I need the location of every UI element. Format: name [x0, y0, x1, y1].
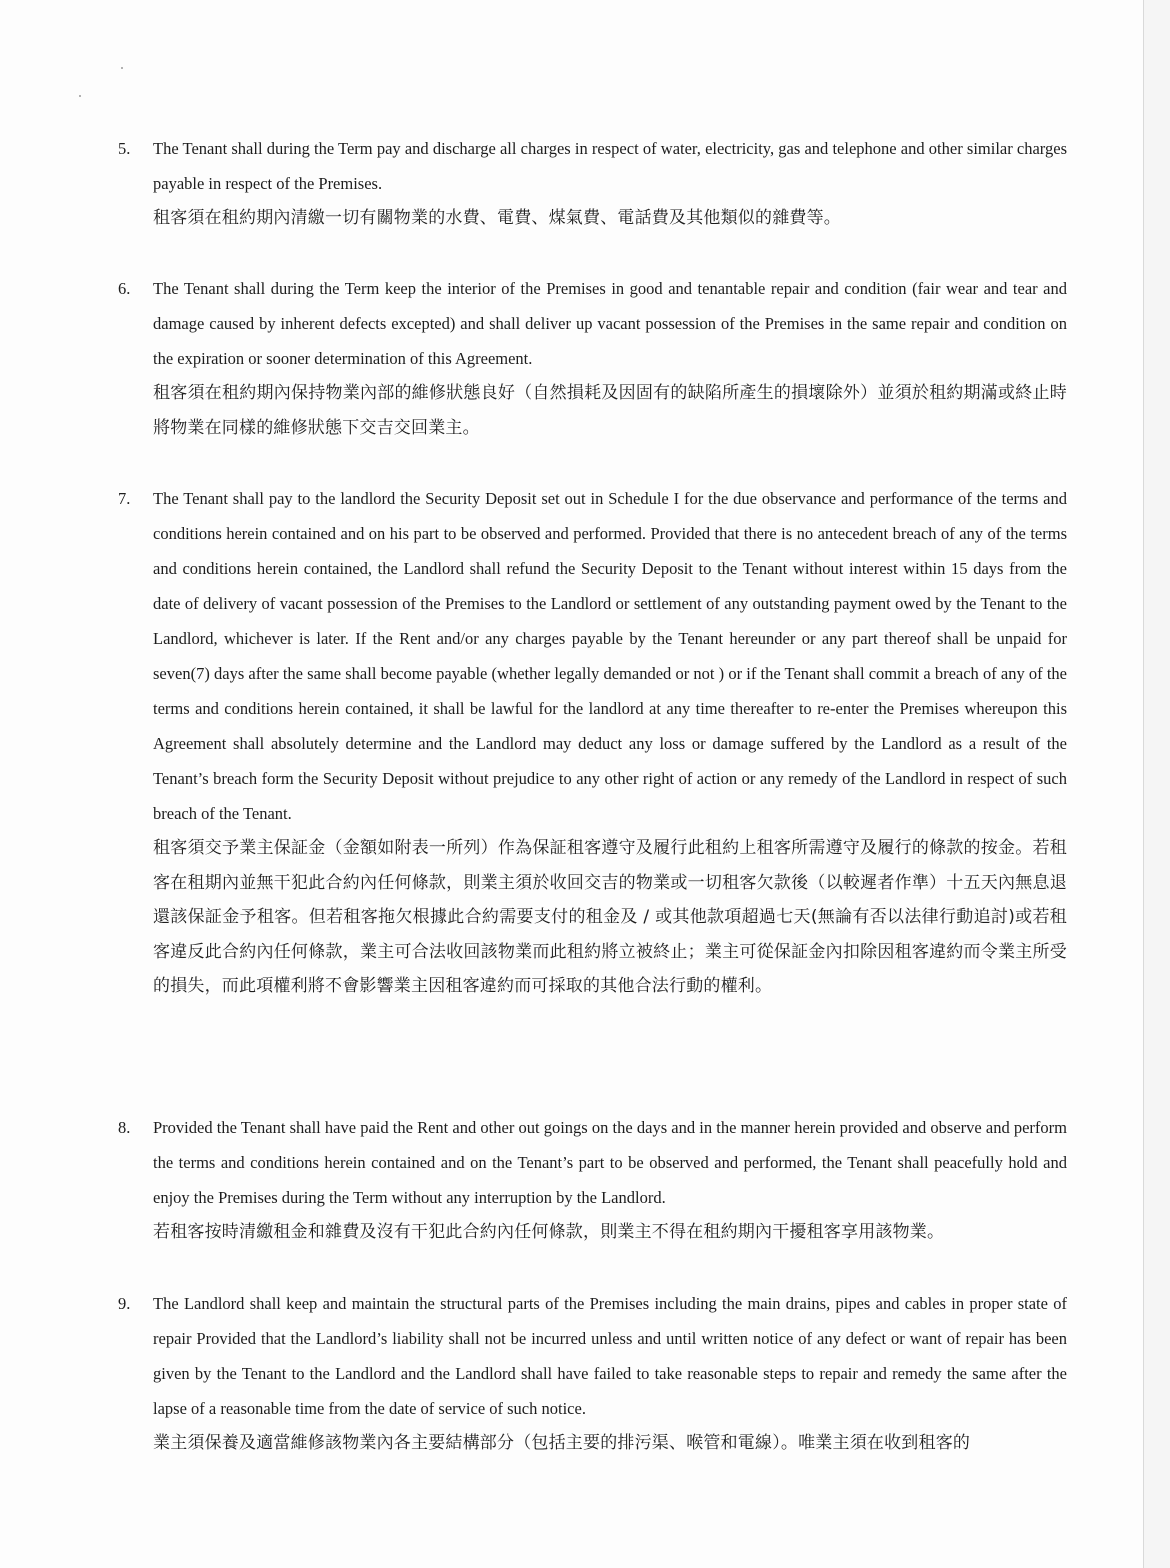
clause-number: 6. [118, 279, 131, 298]
clause-5 [118, 131, 1070, 236]
clause-text-chinese: 租客須在租約期內清繳一切有關物業的水費、電費、煤氣費、電話費及其他類似的雜費等。 [153, 208, 841, 228]
clause-text-chinese: 租客須在租約期內保持物業內部的維修狀態良好（自然損耗及因固有的缺陷所產生的損壞除外）並須於租約期滿或終止時將物業在同樣的維修狀態下交吉交回業主。 [153, 383, 1067, 438]
clause-text-chinese: 若租客按時清繳租金和雜費及沒有干犯此合約內任何條款，則業主不得在租約期內干擾租客享用該物業。 [153, 1222, 945, 1242]
clause-number: 7. [118, 489, 131, 508]
clause-6 [118, 271, 1070, 445]
clause-text-english: The Tenant shall pay to the landlord the Security Deposit set out in Schedule I for the due observance and performance of the terms and conditions herein contained and on his part to be observed and performed. Provided that there is no antecedent breach of any of the terms and conditions herein contained, the Landlord shall refund the Security Deposit to the Tenant without interest within 15 days from the date of delivery of vacant possession of the Premises to the Landlord or settlement of any outstanding payment owed by the Tenant to the Landlord, whichever is later. If the Rent and/or any charges payable by the Tenant hereunder or any part thereof shall be unpaid for seven(7) days after the same shall become payable (whether legally demanded or not ) or if the Tenant shall commit a breach of any of the terms and conditions herein contained, it shall be lawful for the landlord at any time thereafter to re-enter the Premises whereupon this Agreement shall absolutely determine and the Landlord may deduct any loss or damage suffered by the Landlord as a result of the Tenant’s breach form the Security Deposit without prejudice to any other right of action or any remedy of the Landlord in respect of such breach of the Tenant. [153, 489, 1067, 823]
clause-9 [118, 1286, 1070, 1461]
clause-number: 8. [118, 1118, 131, 1137]
clause-text-chinese: 租客須交予業主保証金（金額如附表一所列）作為保証租客遵守及履行此租約上租客所需遵守及履行的條款的按金。若租客在租期內並無干犯此合約內任何條款，則業主須於收回交吉的物業或一切租客欠款後（以較遲者作準）十五天內無息退還該保証金予租客。但若租客拖欠根據此合約需要支付的租金及 / 或其他款項超過七天(無論有否以法律行動追討)或若租客違反此合約內任何條款，業主可合法收回該物業而此租約將立被終止；業主可從保証金內扣除因租客違約而令業主所受的損失，而此項權利將不會影響業主因租客違約而可採取的其他合法行動的權利。 [153, 838, 1067, 996]
clause-number: 5. [118, 139, 131, 158]
clause-text-english: The Landlord shall keep and maintain the structural parts of the Premises including the main drains, pipes and cables in proper state of repair Provided that the Landlord’s liability shall not be incurred unless and until written notice of any defect or want of repair has been given by the Tenant to the Landlord and the Landlord shall have failed to take reasonable steps to repair and remedy the same after the lapse of a reasonable time from the date of service of such notice. [153, 1294, 1067, 1418]
clause-text-english: Provided the Tenant shall have paid the Rent and other out goings on the days and in the manner herein provided and observe and perform the terms and conditions herein contained and on the Tenant’s part to be observed and performed, the Tenant shall peacefully hold and enjoy the Premises during the Term without any interruption by the Landlord. [153, 1118, 1067, 1207]
scan-speck [121, 67, 123, 69]
clause-text-english: The Tenant shall during the Term keep the interior of the Premises in good and tenantable repair and condition (fair wear and tear and damage caused by inherent defects excepted) and shall deliver up vacant possession of the Premises in the same repair and condition on the expiration or sooner determination of this Agreement. [153, 279, 1067, 368]
clause-8 [118, 1110, 1070, 1250]
clause-text-chinese: 業主須保養及適當維修該物業內各主要結構部分（包括主要的排污渠、喉管和電線）。唯業主須在收到租客的 [153, 1433, 971, 1453]
clause-number: 9. [118, 1294, 131, 1313]
clause-7 [118, 481, 1070, 1004]
scan-speck [79, 95, 81, 97]
clause-text-english: The Tenant shall during the Term pay and discharge all charges in respect of water, electricity, gas and telephone and other similar charges payable in respect of the Premises. [153, 139, 1067, 193]
window-gutter [1144, 0, 1170, 1568]
